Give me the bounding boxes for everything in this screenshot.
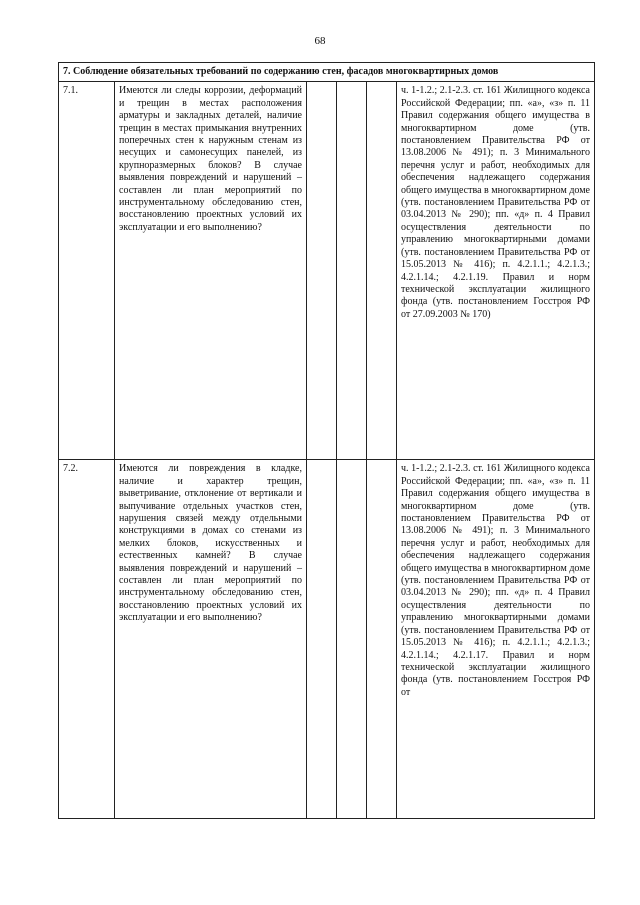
row-number: 7.1.	[59, 82, 115, 460]
question-text: Имеются ли следы коррозии, деформаций и трещин в местах расположения арматуры и закладных деталей, наличие трещин в местах примыкания внутренних поперечных стен к наружным стенам из несущих и самонесущих панелей, из крупноразмерных блоков? В случае выявления повреждений и нарушений – составлен ли план мероприятий по инструментальному обследованию стен, восстановлению проектных условий их эксплуатации и его выполнению?	[115, 82, 307, 460]
requirements-table	[58, 62, 595, 819]
answer-na-cell	[367, 460, 397, 819]
answer-yes-cell	[307, 460, 337, 819]
answer-yes-cell	[307, 82, 337, 460]
answer-no-cell	[337, 82, 367, 460]
section-header-row	[59, 63, 595, 82]
question-text: Имеются ли повреждения в кладке, наличие и характер трещин, выветривание, отклонение от вертикали и выпучивание отдельных участков стен, нарушения связей между отдельными конструкциями в домах со стенами из мелких блоков, искусственных и естественных камней? В случае выявления повреждений и нарушений – составлен ли план мероприятий по инструментальному обследованию стен, восстановлению проектных условий их эксплуатации и его выполнению?	[115, 460, 307, 819]
legal-basis-text: ч. 1-1.2.; 2.1-2.3. ст. 161 Жилищного кодекса Российской Федерации; пп. «а», «з» п. 11 Правил содержания общего имущества в многоквартирном доме (утв. постановлением Правительства РФ от 13.08.2006 № 491); п. 3 Минимального перечня услуг и работ, необходимых для обеспечения надлежащего содержания общего имущества в многоквартирном доме (утв. постановлением Правительства РФ от 03.04.2013 № 290); пп. «д» п. 4 Правил осуществления деятельности по управлению многоквартирными домами (утв. постановлением Правительства РФ от 15.05.2013 № 416); п. 4.2.1.1.; 4.2.1.3.; 4.2.1.14.; 4.2.1.19. Правил и норм технической эксплуатации жилищного фонда (утв. постановлением Госстроя РФ от 27.09.2003 № 170)	[397, 82, 595, 460]
table-row	[59, 82, 595, 460]
answer-no-cell	[337, 460, 367, 819]
answer-na-cell	[367, 82, 397, 460]
section-title: 7. Соблюдение обязательных требований по содержанию стен, фасадов многоквартирных домов	[59, 63, 595, 82]
table-row	[59, 460, 595, 819]
page-number: 68	[314, 35, 326, 47]
row-number: 7.2.	[59, 460, 115, 819]
legal-basis-text: ч. 1-1.2.; 2.1-2.3. ст. 161 Жилищного кодекса Российской Федерации; пп. «а», «з» п. 11 Правил содержания общего имущества в многоквартирном доме (утв. постановлением Правительства РФ от 13.08.2006 № 491); п. 3 Минимального перечня услуг и работ, необходимых для обеспечения надлежащего содержания общего имущества в многоквартирном доме (утв. постановлением Правительства РФ от 03.04.2013 № 290); пп. «д» п. 4 Правил осуществления деятельности по управлению многоквартирными домами (утв. постановлением Правительства РФ от 15.05.2013 № 416); п. 4.2.1.1.; 4.2.1.3.; 4.2.1.14.; 4.2.1.17. Правил и норм технической эксплуатации жилищного фонда (утв. постановлением Госстроя РФ от	[397, 460, 595, 819]
